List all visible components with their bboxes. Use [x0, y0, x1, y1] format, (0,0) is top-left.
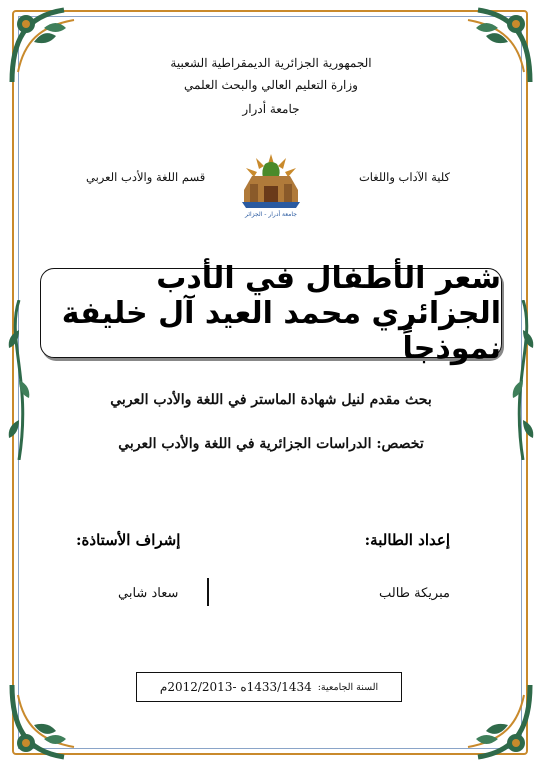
department-name: قسم اللغة والأدب العربي [86, 170, 206, 184]
open-book-icon [242, 202, 300, 208]
thesis-title: شعر الأطفال في الأدب الجزائري محمد العيد آل خليفة نموذجاً [61, 260, 501, 366]
preparation-label: إعداد الطالبة: [364, 531, 450, 549]
faculty-name: كلية الآداب واللغات [358, 170, 450, 184]
university-name: جامعة أدرار [242, 102, 300, 116]
student-name: مبريكة طالب [379, 586, 450, 601]
thesis-title-box [40, 260, 502, 366]
ministry-name: وزارة التعليم العالي والبحث العلمي [184, 78, 358, 92]
supervisor-name: سعاد شابي [118, 586, 179, 601]
name-divider [207, 578, 209, 606]
supervision-label: إشراف الأستاذة: [76, 531, 181, 549]
academic-year-value: 1433/1434ه -2012/2013م [159, 680, 312, 694]
republic-name: الجمهورية الجزائرية الديمقراطية الشعبية [170, 56, 372, 70]
inner-border-frame [18, 16, 522, 749]
corner-ornament-bottom-right [448, 675, 538, 765]
degree-statement: بحث مقدم لنيل شهادة الماستر في اللغة والأدب العربي [110, 392, 432, 408]
logo-caption: جامعة أدرار - الجزائر [245, 211, 297, 218]
specialization: تخصص: الدراسات الجزائرية في اللغة والأدب العربي [118, 436, 424, 452]
academic-year-label: السنة الجامعية: [317, 681, 379, 693]
adrar-university-logo [232, 150, 310, 220]
academic-year-box [136, 672, 402, 702]
corner-ornament-bottom-left [4, 675, 94, 765]
